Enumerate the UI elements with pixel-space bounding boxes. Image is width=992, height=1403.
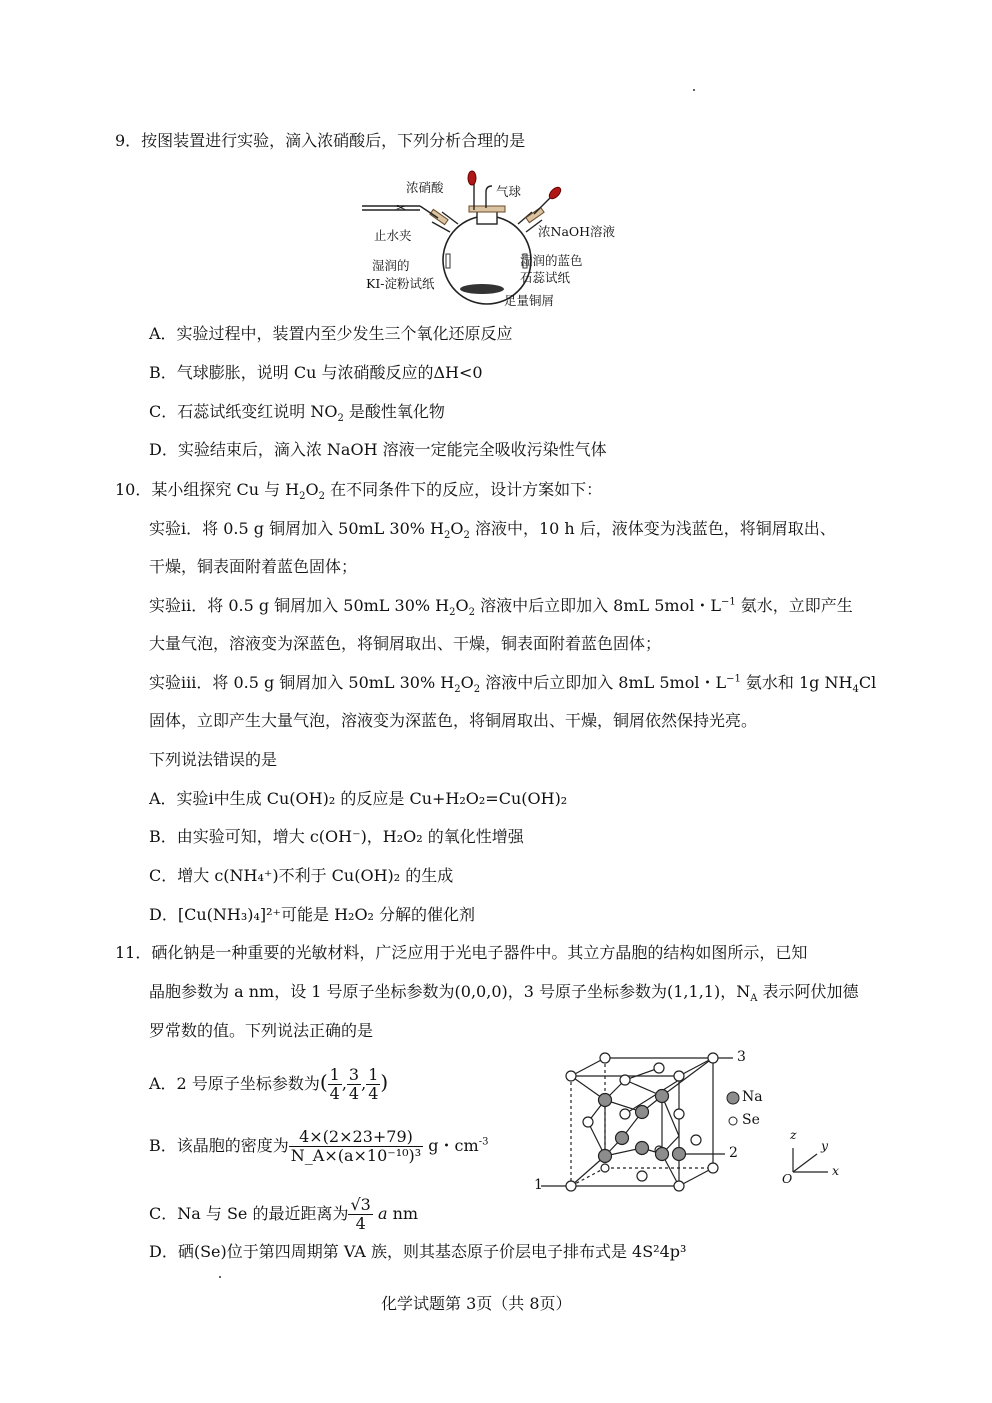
q10-exp3-line1: 实验ⅲ．将 0.5 g 铜屑加入 50mL 30% $H_2O_2$ 溶液中后立即加入 8mL 5mol・$L^{-1}$ 氨水和 1g $NH_4Cl$ [149,673,877,696]
axis-origin-label: O [782,1171,793,1186]
q11-stem-line1: 11．硒化钠是一种重要的光敏材料，广泛应用于光电子器件中。其立方晶胞的结构如图所示，已知 [115,943,808,962]
atom-label-3: 3 [737,1049,746,1065]
speck [219,1276,221,1278]
label-hno3: 浓硝酸 [406,180,444,195]
legend-na: Na [742,1089,763,1105]
q9-option-b: B．气球膨胀，说明 Cu 与浓硝酸反应的ΔH<0 [149,363,483,382]
q10-stem: 10．某小组探究 Cu 与 $H_2O_2$ 在不同条件下的反应，设计方案如下： [115,480,603,503]
q10-exp2-line2: 大量气泡，溶液变为深蓝色，将铜屑取出、干燥，铜表面附着蓝色固体； [149,634,662,653]
label-ki-line1: 湿润的 [372,258,410,273]
label-clamp: 止水夹 [374,228,412,243]
q11-option-c: C．Na 与 Se 的最近距离为 $\frac{√3}{4}$ a nm [149,1195,419,1233]
q11-option-b: B．该晶胞的密度为 $\frac{4\times(2\times 23+79)}{\text{N\_A×(a×10⁻¹⁰)³}}$ g・$cm^{-3}$ [149,1127,489,1165]
q9-option-d: D．实验结束后，滴入浓 NaOH 溶液一定能完全吸收污染性气体 [149,440,607,459]
q10-option-b: B．由实验可知，增大 c(OH⁻)，H₂O₂ 的氧化性增强 [149,827,524,846]
q9-option-a: A．实验过程中，装置内至少发生三个氧化还原反应 [149,324,513,343]
svg-text:✂: ✂ [396,201,407,215]
legend-se: Se [742,1112,760,1128]
axis-y-label: y [821,1138,829,1153]
q10-exp3-line2: 固体，立即产生大量气泡，溶液变为深蓝色，将铜屑取出、干燥，铜屑依然保持光亮。 [149,711,758,730]
q11-option-a: A．2 号原子坐标参数为( $\frac{1}{4}$ , $\frac{3}{4}$ , $\frac{1}{4}$ ) [149,1065,389,1103]
atom-label-2: 2 [729,1145,738,1161]
q10-ask: 下列说法错误的是 [149,750,278,769]
speck [693,89,695,91]
atom-label-1: 1 [534,1177,543,1193]
q10-exp1-line2: 干燥，铜表面附着蓝色固体； [149,557,358,576]
label-naoh: 浓NaOH溶液 [538,224,616,239]
q11-option-d: D．硒(Se)位于第四周期第 VA 族，则其基态原子价层电子排布式是 4S²4p³ [149,1242,687,1261]
q11-stem-line2: 晶胞参数为 a nm，设 1 号原子坐标参数为(0,0,0)，3 号原子坐标参数为(1,1,1)，$N_A$ 表示阿伏加德 [149,982,859,1005]
q10-option-d: D．[Cu(NH₃)₄]²⁺可能是 H₂O₂ 分解的催化剂 [149,905,476,924]
label-litmus-line2: 石蕊试纸 [520,270,571,285]
label-litmus-line1: 湿润的蓝色 [520,253,583,268]
page-footer: 化学试题第 3页（共 8页） [381,1294,572,1313]
q9-stem: 9．按图装置进行实验，滴入浓硝酸后，下列分析合理的是 [115,131,526,150]
axis-z-label: z [790,1127,797,1142]
q10-option-a: A．实验ⅰ中生成 Cu(OH)₂ 的反应是 Cu+H₂O₂=Cu(OH)₂ [149,789,568,808]
q10-exp2-line1: 实验ⅱ．将 0.5 g 铜屑加入 50mL 30% $H_2O_2$ 溶液中后立即加入 8mL 5mol・$L^{-1}$ 氨水，立即产生 [149,596,853,619]
q10-option-c: C．增大 c(NH₄⁺)不利于 Cu(OH)₂ 的生成 [149,866,454,885]
label-copper: 足量铜屑 [504,293,555,308]
label-ki-line2: KI-淀粉试纸 [366,276,435,291]
q11-stem-line3: 罗常数的值。下列说法正确的是 [149,1021,374,1040]
crystal-cell-figure [533,1050,843,1200]
q9-option-c: C．石蕊试纸变红说明 $NO_2$ 是酸性氧化物 [149,402,445,425]
label-balloon: 气球 [496,184,522,199]
axis-x-label: x [832,1163,840,1178]
q10-exp1-line1: 实验ⅰ．将 0.5 g 铜屑加入 50mL 30% $H_2O_2$ 溶液中，10 h 后，液体变为浅蓝色，将铜屑取出、 [149,519,836,542]
